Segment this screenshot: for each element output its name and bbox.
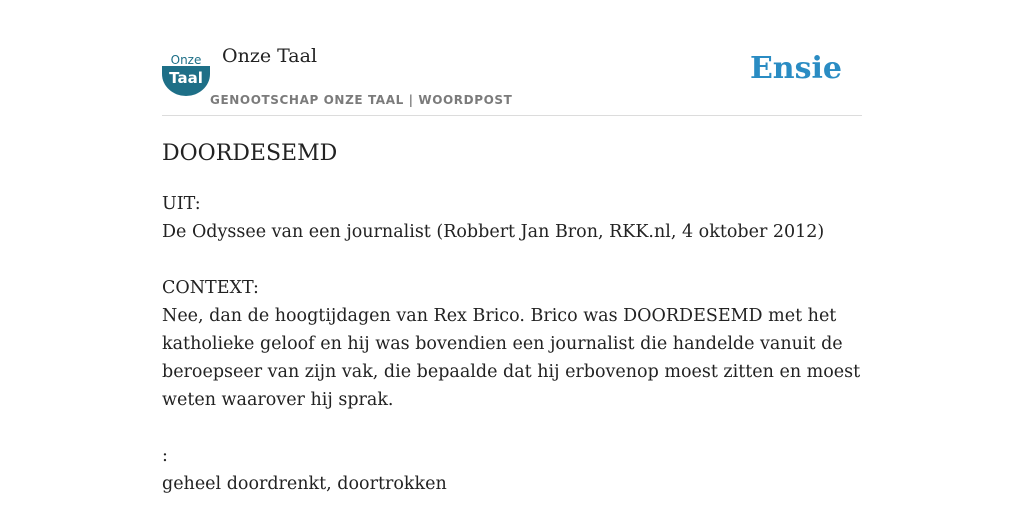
source-text: De Odyssee van een journalist (Robbert Jan Bron, RKK.nl, 4 oktober 2012) [162,222,825,242]
site-subtitle: GENOOTSCHAP ONZE TAAL | WOORDPOST [210,93,513,107]
ensie-brand-logo[interactable]: Ensie [749,51,842,86]
context-label: CONTEXT: [162,278,259,298]
site-name[interactable]: Onze Taal [222,45,318,67]
onze-taal-logo[interactable] [162,52,210,96]
entry-content [162,138,862,498]
source-label: UIT: [162,194,201,214]
site-header [162,0,862,116]
logo-text-taal: Taal [169,69,203,87]
context-text: Nee, dan de hoogtijdagen van Rex Brico. Brico was DOORDESEMD met het katholieke geloof en hij was bovendien een journalist die handelde vanuit de beroepseer van zijn vak, die bepaalde dat hij erbovenop moest zitten en moest weten waarover hij sprak. [162,306,861,410]
definition-text: geheel doordrenkt, doortrokken [162,474,447,494]
definition-label: : [162,446,168,466]
entry-body [162,190,862,498]
logo-text-onze: Onze [170,53,202,67]
entry-title: DOORDESEMD [162,141,338,166]
